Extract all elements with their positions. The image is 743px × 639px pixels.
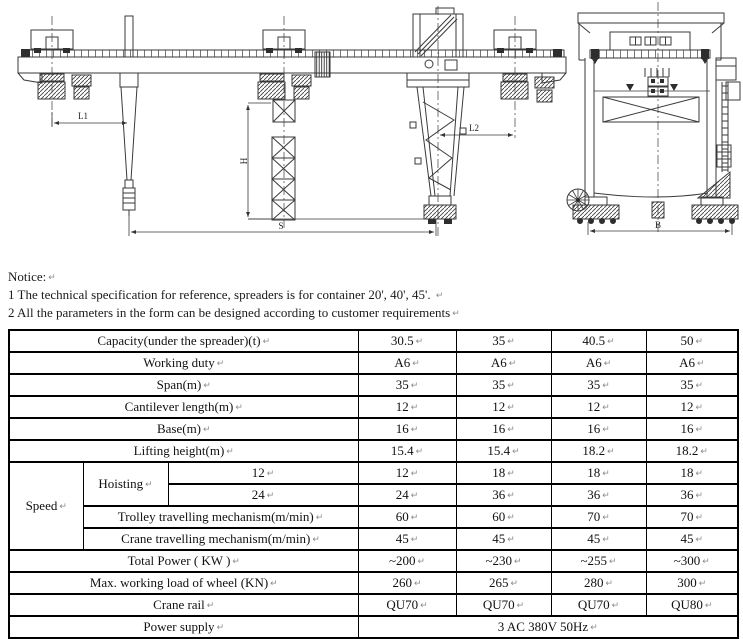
return-mark: ↵ [452,308,460,318]
return-mark: ↵ [312,534,320,544]
table-row-total-power [9,550,738,572]
return-mark: ↵ [507,468,515,478]
dim-l2 [440,123,513,135]
return-mark: ↵ [203,424,211,434]
table-row-lifting-height [9,440,738,462]
spec-value: QU70 ↵ [456,594,551,616]
table-row-base [9,418,738,440]
return-mark: ↵ [435,290,444,300]
return-mark: ↵ [414,578,422,588]
dim-label-s: S [278,221,284,231]
return-mark: ↵ [602,534,610,544]
spec-value: 16 ↵ [646,418,738,440]
return-mark: ↵ [410,468,419,478]
spec-value: 16 ↵ [551,418,646,440]
return-mark: ↵ [507,512,515,522]
return-mark: ↵ [602,424,610,434]
dim-h [239,103,271,219]
elevation-view [18,6,566,236]
return-mark: ↵ [602,402,610,412]
table-row-capacity [9,330,738,352]
return-mark: ↵ [704,600,713,610]
return-mark: ↵ [507,336,515,346]
spec-value: 40.5 ↵ [551,330,646,352]
return-mark: ↵ [216,358,225,368]
spec-value: 35 ↵ [456,374,551,396]
return-mark: ↵ [203,380,211,390]
table-row-hoisting-12 [9,462,738,484]
spec-label-working-duty: Working duty ↵ [9,352,358,374]
spec-value: 280 ↵ [551,572,646,594]
return-mark: ↵ [695,336,704,346]
return-mark: ↵ [695,402,704,412]
spec-value: 60 ↵ [358,506,456,528]
return-mark: ↵ [420,600,428,610]
spec-value: 45 ↵ [358,528,456,550]
spec-value: 50 ↵ [646,330,738,352]
spec-value: 300 ↵ [646,572,738,594]
spec-value: 35 ↵ [646,374,738,396]
return-mark: ↵ [590,622,598,632]
spec-value: 35 ↵ [358,374,456,396]
table-row-cantilever [9,396,738,418]
spec-value: 35 ↵ [551,374,646,396]
notice-title: Notice: ↵ [8,269,56,284]
return-mark: ↵ [410,490,419,500]
spec-value: 36 ↵ [646,484,738,506]
spec-value: 45 ↵ [551,528,646,550]
hoist-blocks-3 [501,74,554,102]
crane-drawings [8,0,743,252]
return-mark: ↵ [507,380,515,390]
return-mark: ↵ [507,402,515,412]
return-mark: ↵ [232,556,240,566]
return-mark: ↵ [59,501,67,511]
left-leg [120,16,138,216]
dim-label-l1: L1 [78,111,88,121]
machinery-house [610,32,690,50]
return-mark: ↵ [516,600,525,610]
return-mark: ↵ [206,600,215,610]
spec-value: 18 ↵ [551,462,646,484]
notice-line-2: 2 All the parameters in the form can be designed according to customer requirements ↵ [8,305,460,320]
spec-value: 45 ↵ [646,528,738,550]
spec-value: 35 ↵ [456,330,551,352]
spec-value: 18.2 ↵ [646,440,738,462]
return-mark: ↵ [695,424,704,434]
spreader-beam [603,97,699,122]
spec-label-cantilever: Cantilever length(m) ↵ [9,396,358,418]
spec-sublabel-12: 12 ↵ [168,462,358,484]
end-view [567,2,740,235]
sill-beam [594,193,708,197]
table-row-trolley-travel [9,506,738,528]
spec-value: 12 ↵ [358,462,456,484]
return-mark: ↵ [417,556,426,566]
table-row-power-supply [9,616,738,638]
spec-label-total-power: Total Power ( KW ) ↵ [9,550,358,572]
spec-value: A6 ↵ [456,352,551,374]
end-trolley [594,68,710,96]
return-mark: ↵ [48,272,56,282]
right-bogie [692,172,738,224]
lattice-tower [248,100,436,220]
return-mark: ↵ [410,534,419,544]
cable-reel [567,189,589,211]
spec-value: 30.5 ↵ [358,330,456,352]
return-mark: ↵ [410,380,419,390]
spec-label-capacity: Capacity(under the spreader)(t) ↵ [9,330,358,352]
spec-value: A6 ↵ [551,352,646,374]
return-mark: ↵ [507,424,515,434]
dim-label-l2: L2 [469,123,479,133]
return-mark: ↵ [602,468,610,478]
spec-value: 70 ↵ [646,506,738,528]
spec-value: QU70 ↵ [358,594,456,616]
return-mark: ↵ [700,446,708,456]
return-mark: ↵ [605,578,614,588]
spec-value: 24 ↵ [358,484,456,506]
spec-value: 18.2 ↵ [551,440,646,462]
notice-section [8,268,737,322]
spec-value: ~300 ↵ [646,550,738,572]
dim-label-b: B [654,220,662,230]
ladder [717,82,731,172]
return-mark: ↵ [262,336,271,346]
return-mark: ↵ [607,446,615,456]
return-mark: ↵ [266,490,275,500]
spec-label-trolley-travel: Trolley travelling mechanism(m/min) ↵ [83,506,358,528]
spec-value: 15.4 ↵ [358,440,456,462]
return-mark: ↵ [602,380,610,390]
spec-label-wheel-load: Max. working load of wheel (KN) ↵ [9,572,358,594]
return-mark: ↵ [602,490,610,500]
return-mark: ↵ [695,534,704,544]
return-mark: ↵ [145,479,153,489]
return-mark: ↵ [698,578,707,588]
spec-value: 12 ↵ [358,396,456,418]
spec-label-crane-travel: Crane travelling mechanism(m/min) ↵ [83,528,358,550]
return-mark: ↵ [695,490,704,500]
spec-value: ~230 ↵ [456,550,551,572]
return-mark: ↵ [695,380,704,390]
return-mark: ↵ [695,512,704,522]
end-rail-band [590,49,710,64]
return-mark: ↵ [607,336,615,346]
dim-label-h: H [239,157,249,165]
center-hook-block [652,202,664,218]
spec-value: 70 ↵ [551,506,646,528]
spec-value: QU70 ↵ [551,594,646,616]
return-mark: ↵ [603,358,612,368]
spec-value-power-supply: 3 AC 380V 50Hz ↵ [358,616,738,638]
return-mark: ↵ [410,402,419,412]
return-mark: ↵ [415,336,424,346]
spec-value: 12 ↵ [646,396,738,418]
spec-value: 18 ↵ [456,462,551,484]
return-mark: ↵ [270,578,278,588]
spec-sublabel-24: 24 ↵ [168,484,358,506]
return-mark: ↵ [609,556,617,566]
return-mark: ↵ [410,512,419,522]
return-mark: ↵ [611,600,620,610]
return-mark: ↵ [695,468,704,478]
spec-label-hoisting: Hoisting ↵ [83,462,168,506]
return-mark: ↵ [512,446,520,456]
spec-label-crane-rail: Crane rail ↵ [9,594,358,616]
spec-label-span: Span(m) ↵ [9,374,358,396]
return-mark: ↵ [696,358,705,368]
return-mark: ↵ [510,578,519,588]
spec-value: 16 ↵ [456,418,551,440]
notice-line-1: 1 The technical specification for reference, spreaders is for container 20', 40', 45'. ↵ [8,287,444,302]
return-mark: ↵ [508,358,517,368]
return-mark: ↵ [415,446,424,456]
spec-value: ~200 ↵ [358,550,456,572]
return-mark: ↵ [602,512,610,522]
return-mark: ↵ [507,534,515,544]
spec-value: ~255 ↵ [551,550,646,572]
return-mark: ↵ [514,556,522,566]
spec-label-power-supply: Power supply ↵ [9,616,358,638]
spec-value: A6 ↵ [358,352,456,374]
vent-boxes [630,37,671,45]
spec-label-base: Base(m) ↵ [9,418,358,440]
centerlines [52,6,515,236]
return-mark: ↵ [702,556,710,566]
spec-value: 15.4 ↵ [456,440,551,462]
hoist-blocks-2 [258,74,311,99]
spec-value: 265 ↵ [456,572,551,594]
table-row-crane-travel [9,528,738,550]
spec-value: A6 ↵ [646,352,738,374]
table-row-span [9,374,738,396]
dim-l1 [52,111,127,127]
table-row-crane-rail [9,594,738,616]
spec-label-speed: Speed ↵ [9,462,83,550]
spec-value: 12 ↵ [551,396,646,418]
spec-value: 60 ↵ [456,506,551,528]
return-mark: ↵ [226,446,234,456]
return-mark: ↵ [235,402,243,412]
return-mark: ↵ [507,490,515,500]
spec-value: 260 ↵ [358,572,456,594]
spec-label-lifting-height: Lifting height(m) ↵ [9,440,358,462]
spec-value: 18 ↵ [646,462,738,484]
table-row-wheel-load [9,572,738,594]
spec-value: 36 ↵ [456,484,551,506]
return-mark: ↵ [315,512,324,522]
spec-value: 16 ↵ [358,418,456,440]
end-columns [585,58,716,197]
spec-value: QU80 ↵ [646,594,738,616]
return-mark: ↵ [216,622,225,632]
hoist-blocks-1 [38,74,91,99]
table-row-working-duty [9,352,738,374]
return-mark: ↵ [412,358,420,368]
spec-value: 45 ↵ [456,528,551,550]
spec-value: 36 ↵ [551,484,646,506]
return-mark: ↵ [410,424,419,434]
spec-value: 12 ↵ [456,396,551,418]
return-mark: ↵ [266,468,275,478]
spec-table [8,329,739,639]
